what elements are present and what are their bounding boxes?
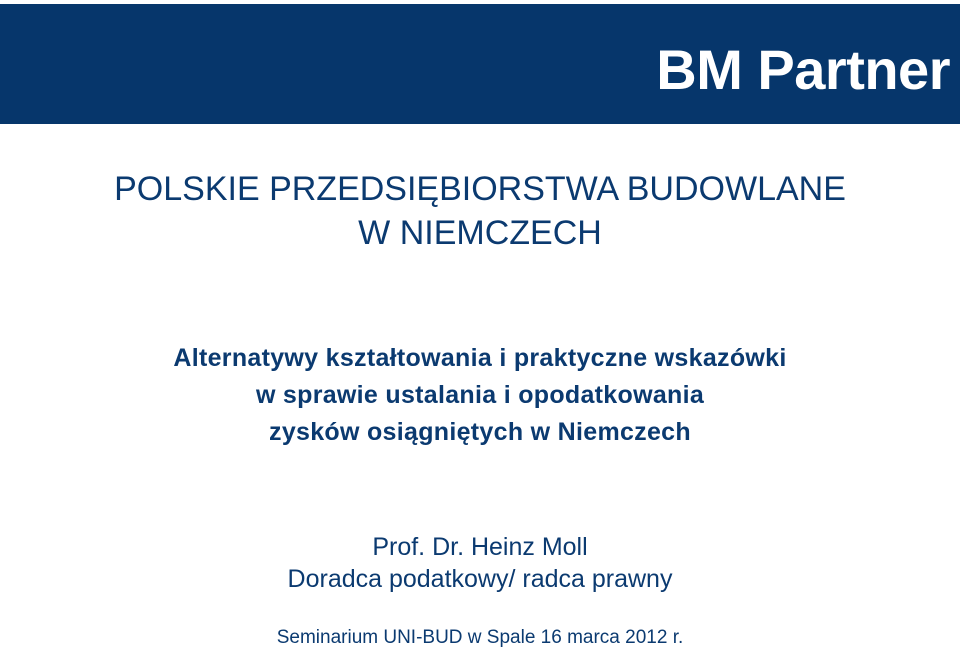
page-title xyxy=(0,167,960,255)
event-info: Seminarium UNI-BUD w Spale 16 marca 2012 r. xyxy=(276,627,684,648)
title-line-1: POLSKIE PRZEDSIĘBIORSTWA BUDOWLANE xyxy=(114,170,846,208)
header-band xyxy=(0,4,960,124)
subtitle-line-3: zysków osiągniętych w Niemczech xyxy=(269,418,691,446)
subtitle-line-2: w sprawie ustalania i opodatkowania xyxy=(255,381,705,409)
author-name: Prof. Dr. Heinz Moll xyxy=(372,533,588,561)
title-line-2: W NIEMCZECH xyxy=(358,214,602,252)
subtitle-line-1: Alternatywy kształtowania i praktyczne wskazówki xyxy=(173,344,787,372)
subtitle xyxy=(0,340,960,451)
author-block xyxy=(0,531,960,595)
brand-logo-text: BM Partner xyxy=(656,38,950,101)
author-role: Doradca podatkowy/ radca prawny xyxy=(287,565,673,593)
